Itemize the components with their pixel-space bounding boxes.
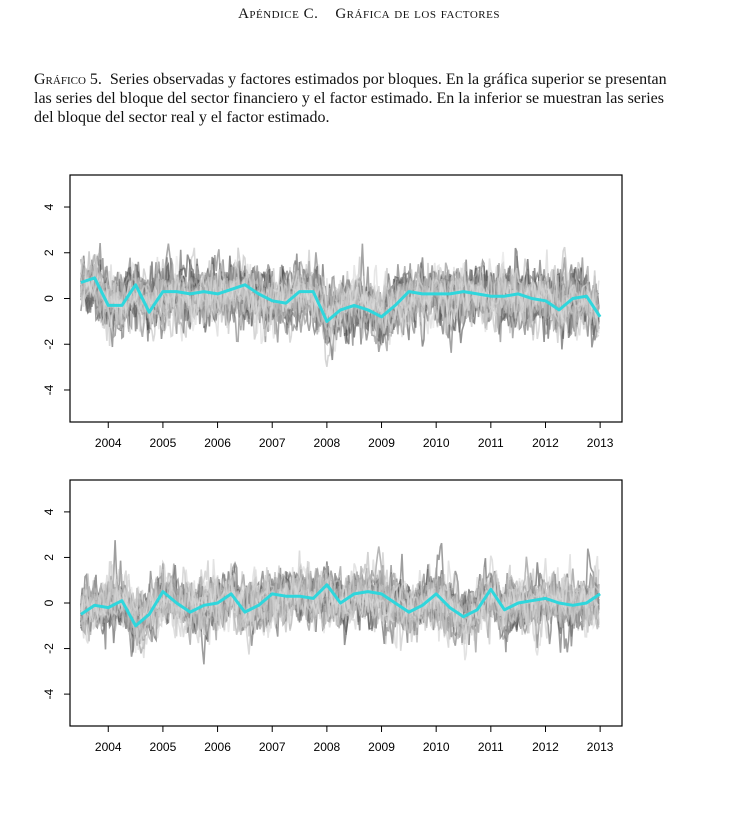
x-tick-label: 2006 bbox=[204, 740, 231, 754]
y-tick-label: -2 bbox=[42, 338, 57, 350]
x-tick-label: 2009 bbox=[368, 740, 395, 754]
x-tick-label: 2007 bbox=[258, 740, 286, 754]
observed-series-group bbox=[81, 243, 599, 367]
x-tick-label: 2012 bbox=[532, 740, 559, 754]
caption-text: Series observadas y factores estimados por bloques. En la gráfica superior se presentan las series del bloque del sector financiero y el factor estimado. En la inferior se muestran las series del bloque del sector real y el factor estimado. bbox=[34, 71, 667, 126]
y-tick-label: 4 bbox=[42, 508, 57, 516]
x-tick-label: 2004 bbox=[94, 740, 122, 754]
y-tick-label: -4 bbox=[42, 688, 57, 700]
x-tick bbox=[368, 726, 395, 754]
y-tick bbox=[42, 554, 70, 561]
x-tick bbox=[532, 422, 559, 450]
y-tick bbox=[42, 599, 70, 606]
x-tick bbox=[204, 422, 231, 450]
y-tick-label: 4 bbox=[42, 203, 57, 211]
x-tick-label: 2006 bbox=[204, 436, 231, 450]
y-tick bbox=[42, 203, 70, 210]
x-tick bbox=[532, 726, 559, 754]
x-tick-label: 2012 bbox=[532, 436, 559, 450]
y-tick-label: 2 bbox=[42, 554, 57, 561]
x-tick-label: 2007 bbox=[258, 436, 286, 450]
y-tick bbox=[42, 339, 70, 350]
x-tick bbox=[587, 422, 614, 450]
y-tick bbox=[42, 643, 70, 654]
y-tick-label: -4 bbox=[42, 384, 57, 396]
x-tick bbox=[150, 422, 177, 450]
x-tick-label: 2004 bbox=[94, 436, 122, 450]
x-tick bbox=[478, 726, 504, 754]
x-tick bbox=[314, 726, 341, 754]
x-tick-label: 2011 bbox=[477, 740, 504, 754]
x-tick-label: 2013 bbox=[586, 436, 614, 450]
appendix-title: Gráfica de los factores bbox=[335, 6, 500, 22]
x-tick bbox=[314, 422, 341, 450]
x-tick-label: 2008 bbox=[313, 740, 341, 754]
x-tick-label: 2010 bbox=[422, 740, 450, 754]
x-tick bbox=[423, 422, 450, 450]
y-tick-label: -2 bbox=[42, 643, 57, 654]
x-tick-label: 2010 bbox=[422, 436, 450, 450]
x-tick bbox=[259, 726, 286, 754]
y-tick bbox=[42, 688, 70, 699]
y-tick-label: 0 bbox=[42, 599, 57, 607]
x-tick bbox=[478, 422, 504, 450]
chart-bottom-real bbox=[42, 480, 622, 754]
x-tick-label: 2008 bbox=[313, 436, 341, 450]
y-tick bbox=[42, 508, 70, 515]
x-tick bbox=[423, 726, 450, 754]
y-tick bbox=[42, 384, 70, 395]
appendix-label: Apéndice C. bbox=[238, 6, 319, 22]
x-tick-label: 2013 bbox=[586, 740, 614, 754]
x-tick bbox=[587, 726, 614, 754]
x-tick bbox=[259, 422, 286, 450]
x-tick-label: 2005 bbox=[149, 436, 177, 450]
x-tick bbox=[95, 422, 122, 450]
chart-top-financiero bbox=[42, 175, 622, 450]
x-tick-label: 2005 bbox=[149, 740, 177, 754]
x-tick bbox=[150, 726, 177, 754]
x-tick bbox=[95, 726, 122, 754]
x-tick bbox=[368, 422, 395, 450]
caption-label: Gráfico 5. bbox=[34, 71, 102, 88]
y-tick bbox=[42, 295, 70, 302]
y-tick-label: 0 bbox=[42, 295, 57, 302]
y-tick bbox=[42, 249, 70, 256]
y-tick-label: 2 bbox=[42, 249, 57, 257]
x-tick-label: 2011 bbox=[477, 436, 504, 450]
x-tick bbox=[204, 726, 231, 754]
x-tick-label: 2009 bbox=[368, 436, 395, 450]
